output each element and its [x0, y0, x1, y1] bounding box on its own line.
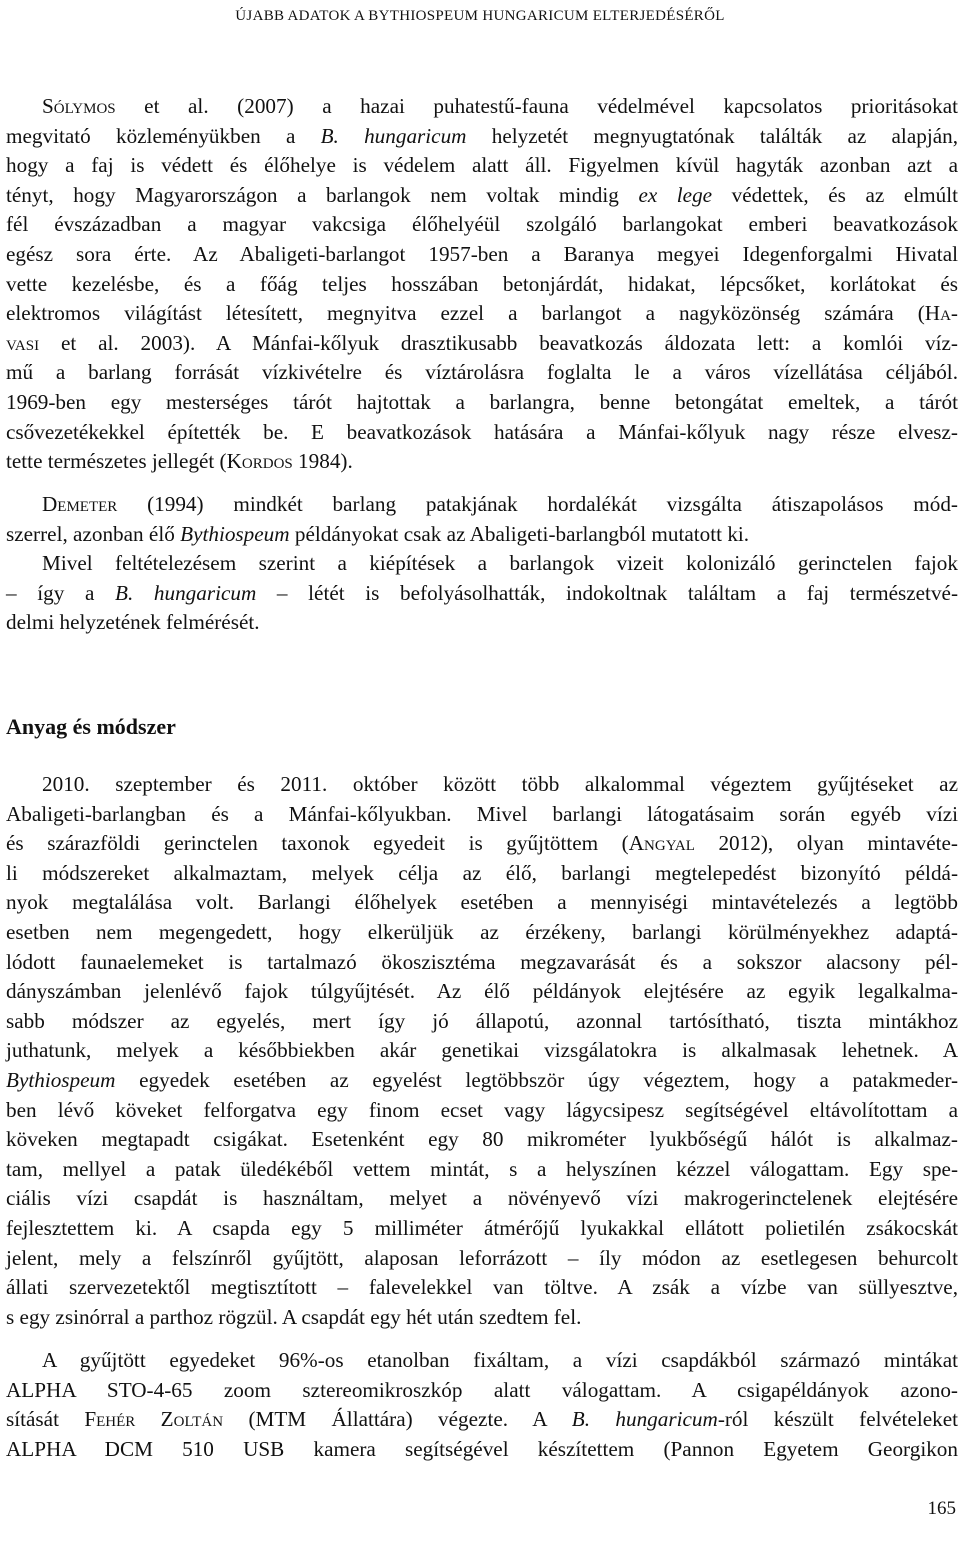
text-line: [6, 240, 958, 270]
text-line: [6, 181, 958, 211]
text-line: [6, 829, 958, 859]
text-line: [6, 1376, 958, 1406]
paragraph-fixation: [6, 1346, 958, 1464]
text-line: [6, 1155, 958, 1185]
text-line: [6, 1435, 958, 1465]
text-run: helyzetét megnyugtatónak találták az alapján,: [466, 123, 958, 148]
running-header: [0, 8, 960, 25]
text-run: vette kezelésbe, és a főág teljes hosszában betonjárdát, hidakat, lépcsőket, korlátokat és: [6, 271, 958, 296]
text-line: [6, 1125, 958, 1155]
author-name: Kordos: [226, 449, 293, 474]
text-run: hogy a faj is védett és élőhelye is védelem alatt áll. Figyelmen kívül hagyták azonban azt a: [6, 153, 958, 178]
italic-term: B. hungaricum: [571, 1407, 718, 1432]
text-line: [6, 1066, 958, 1096]
text-line: [6, 490, 958, 520]
italic-term: Bythiospeum: [6, 1067, 116, 1092]
text-run: (MTM Állattára) végezte. A: [223, 1407, 572, 1432]
author-name: Fehér Zoltán: [84, 1407, 224, 1432]
text-line: [6, 1184, 958, 1214]
text-run: lódott faunaelemeket is tartalmazó ökoszisztéma megzavarását és a sokszor alacsony pél-: [6, 949, 958, 974]
text-run: védettek, és az elmúlt: [712, 182, 958, 207]
text-run: tényt, hogy Magyarországon a barlangok nem voltak mindig: [6, 182, 639, 207]
text-run: ALPHA DCM 510 USB kamera segítségével készítettem (Pannon Egyetem Georgikon: [6, 1436, 958, 1461]
text-run: s egy zsinórral a parthoz rögzül. A csapdát egy hét után szedtem fel.: [6, 1304, 582, 1329]
text-line: [6, 122, 958, 152]
text-line: [6, 329, 958, 359]
italic-term: Bythiospeum: [180, 521, 290, 546]
text-run: egyedek esetében az egyelést legtöbbször úgy végeztem, hogy a patakmeder-: [115, 1067, 958, 1092]
text-line: [6, 447, 958, 477]
text-run: példányokat csak az Abaligeti-barlangból mutatott ki.: [289, 521, 750, 546]
text-line: [6, 1096, 958, 1126]
text-run: et al. (2007) a hazai puhatestű-fauna védelmével kapcsolatos prioritásokat: [115, 94, 958, 118]
text-run: fejlesztettem ki. A csapda egy 5 milliméter átmérőjű lyukakkal ellátott polietilén zsákocskát: [6, 1215, 958, 1240]
text-run: – így a: [6, 580, 115, 605]
text-run: tette természetes jellegét (: [6, 449, 227, 474]
text-run: egész sora érte. Az Abaligeti-barlangot 1957-ben a Baranya megyei Idegenforgalmi Hivatal: [6, 241, 958, 266]
text-run: (1994) mindkét barlang patakjának hordalékát vizsgálta átiszapolásos mód-: [117, 492, 958, 516]
running-header-text: ÚJABB ADATOK A BYTHIOSPEUM HUNGARICUM ELTERJEDÉSÉRŐL: [235, 8, 725, 24]
author-name: Sólymos: [42, 94, 116, 118]
text-run: elektromos világítást létesített, megnyitva ezzel a barlangot a nagyközönség számára (: [6, 301, 925, 326]
section-heading: Anyag és módszer: [6, 714, 176, 739]
page-number: 165: [927, 1498, 956, 1519]
text-line: [6, 859, 958, 889]
author-name: Angyal: [628, 831, 695, 856]
text-line: [6, 520, 958, 550]
text-line: [6, 210, 958, 240]
text-run: 2010. szeptember és 2011. október között több alkalommal végeztem gyűjtéseket az: [42, 772, 958, 796]
text-line: [6, 888, 958, 918]
text-line: [6, 948, 958, 978]
text-line: [6, 1405, 958, 1435]
text-run: 2012), olyan mintavéte-: [694, 831, 958, 856]
text-line: [6, 92, 958, 122]
text-run: esetben nem megengedett, hogy elkerüljük az érzékeny, barlangi körülményekhez adaptá-: [6, 919, 958, 944]
text-line: [6, 549, 958, 579]
text-line: [6, 418, 958, 448]
text-run: li módszereket alkalmaztam, melyek célja az élő, barlangi megtelepedést bizonyító példá-: [6, 860, 958, 885]
text-run: és szárazföldi gerinctelen taxonok egyedeit is gyűjtöttem (: [6, 831, 629, 856]
author-name: Ha-: [924, 301, 958, 326]
text-line: [6, 1214, 958, 1244]
text-line: [6, 299, 958, 329]
text-line: [6, 800, 958, 830]
text-run: dányszámban jelenlévő fajok túlgyűjtését. Az élő példányok elejtésére az egyik legalkalma-: [6, 979, 958, 1004]
italic-term: ex lege: [638, 182, 713, 207]
text-line: [6, 388, 958, 418]
text-run: 1984).: [292, 449, 353, 474]
text-run: tam, mellyel a patak üledékéből vettem mintát, s a helyszínen kézzel válogattam. Egy spe-: [6, 1156, 958, 1181]
text-run: állati szervezetektől megtisztított – falevelekkel van töltve. A zsák a vízbe van süllyesztve,: [6, 1275, 958, 1300]
text-run: et al. 2003). A Mánfai-kőlyuk drasztikusabb beavatkozás áldozata lett: a komlói víz-: [39, 330, 958, 355]
text-run: csővezetékekkel építették be. E beavatkozások hatására a Mánfai-kőlyuk nagy része elvesz-: [6, 419, 958, 444]
text-run: megvitató közleményükben a: [6, 123, 321, 148]
text-run: köveken megtapadt csigákat. Esetenként egy 80 mikrométer lyukbőségű hálót is alkalmaz-: [6, 1127, 958, 1152]
text-run: ciális vízi csapdát is használtam, melyet a növényevő vízi makrogerinctelenek elejtésére: [6, 1186, 958, 1211]
text-run: – létét is befolyásolhatták, indokoltnak találtam a faj természetvé-: [256, 580, 958, 605]
paragraph-methods: [6, 770, 958, 1332]
text-run: mű a barlang forrását vízkivételre és víztárolásra foglalta le a város vízellátása céljából.: [6, 360, 958, 385]
text-line: [6, 1036, 958, 1066]
text-run: -ról készült felvételeket: [717, 1407, 958, 1432]
paragraph-motivation: [6, 549, 958, 638]
text-line: [6, 579, 958, 609]
text-run: nyok megtalálása volt. Barlangi élőhelyek esetében a mennyiségi mintavételezés a legtöbb: [6, 890, 958, 915]
text-line: [6, 770, 958, 800]
text-run: delmi helyzetének felmérését.: [6, 610, 260, 635]
text-run: fél évszázadban a magyar vakcsiga élőhelyéül szolgáló barlangokat emberi beavatkozások: [6, 212, 958, 237]
text-run: 1969-ben egy mesterséges tárót hajtottak a barlangra, benne betongátat emeltek, a tárót: [6, 389, 958, 414]
text-line: [6, 1346, 958, 1376]
text-run: sítását: [6, 1407, 85, 1432]
paragraph-demeter: [6, 490, 958, 549]
text-run: ALPHA STO-4-65 zoom sztereomikroszkóp alatt válogattam. A csigapéldányok azono-: [6, 1377, 958, 1402]
text-line: [6, 270, 958, 300]
text-run: Abaligeti-barlangban és a Mánfai-kőlyukban. Mivel barlangi látogatásaim során egyéb vízi: [6, 801, 958, 826]
text-run: sabb módszer az egyelés, mert így jó állapotú, azonnal tartósítható, tiszta mintákhoz: [6, 1008, 958, 1033]
text-run: Mivel feltételezésem szerint a kiépítések a barlangok vizeit kolonizáló gerinctelen fajok: [42, 551, 958, 575]
text-line: [6, 358, 958, 388]
italic-term: B. hungaricum: [320, 123, 467, 148]
text-run: ben lévő köveket felforgatva egy finom ecset vagy lágycsipesz segítségével eltávolítottam a: [6, 1097, 958, 1122]
paragraph-solymos: [6, 92, 958, 477]
text-line: [6, 977, 958, 1007]
text-line: [6, 918, 958, 948]
text-line: [6, 1244, 958, 1274]
text-run: A gyűjtött egyedeket 96%-os etanolban fixáltam, a vízi csapdákból származó mintákat: [42, 1348, 958, 1372]
text-line: [6, 151, 958, 181]
text-line: [6, 1303, 958, 1333]
text-line: [6, 608, 958, 638]
author-name: vasi: [6, 330, 40, 355]
text-run: jelent, mely a felszínről gyűjtött, alaposan leforrázott – íly módon az esetlegesen behurcolt: [6, 1245, 958, 1270]
text-line: [6, 1007, 958, 1037]
text-run: szerrel, azonban élő: [6, 521, 181, 546]
text-line: [6, 1273, 958, 1303]
text-run: juthatunk, melyek a későbbiekben akár genetikai vizsgálatokra is alkalmasak lehetnek. A: [6, 1038, 958, 1063]
italic-term: B. hungaricum: [115, 580, 257, 605]
author-name: Demeter: [42, 492, 118, 516]
